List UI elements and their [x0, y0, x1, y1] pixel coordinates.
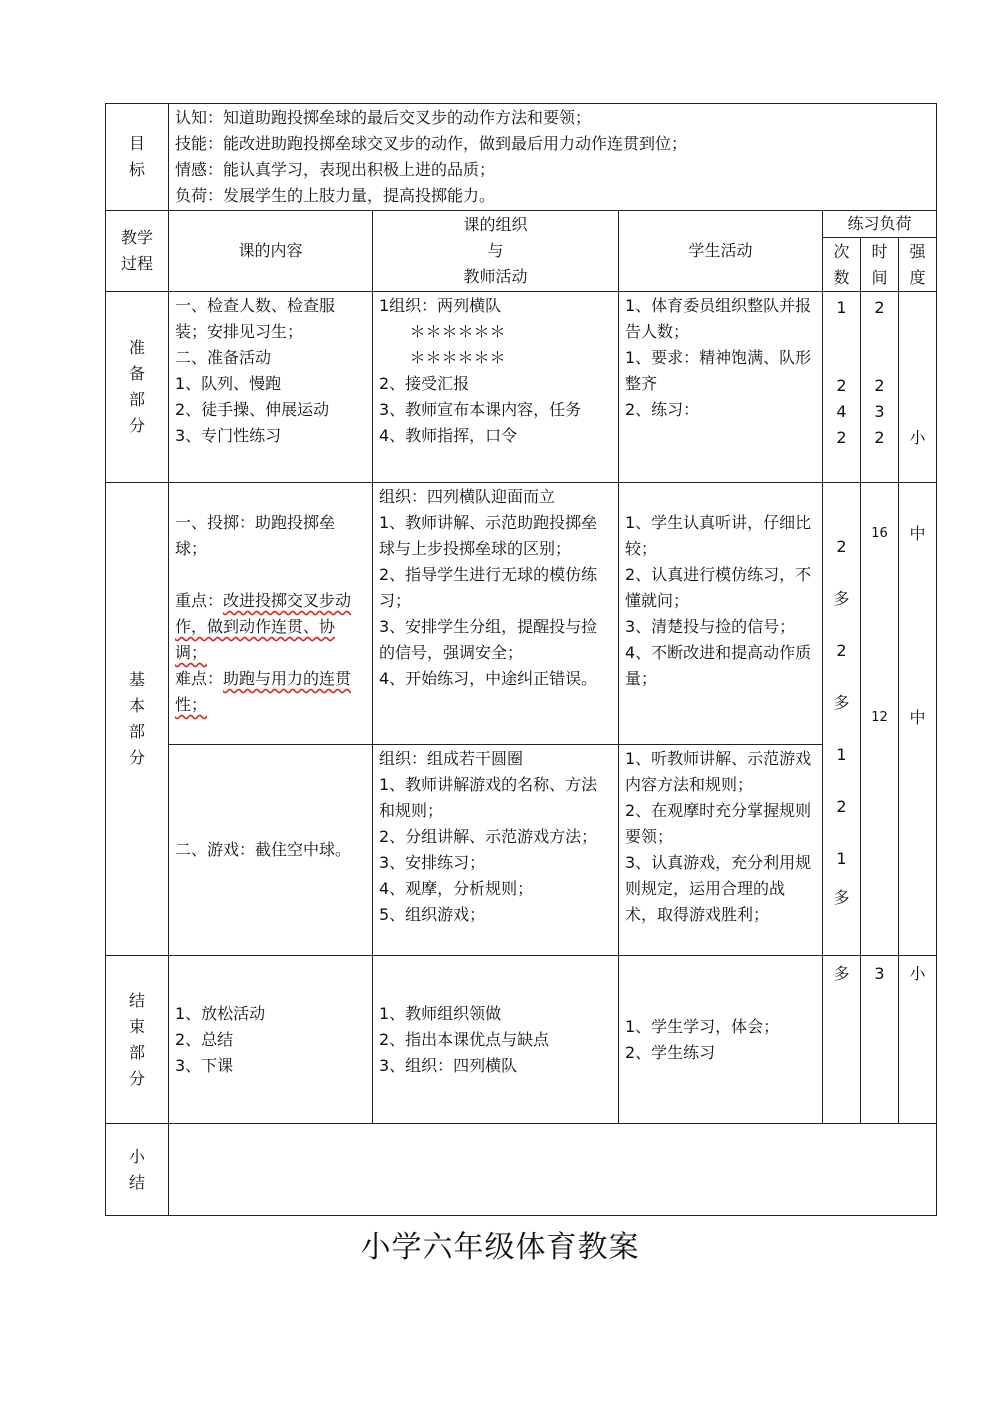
end-time: 3 [861, 956, 899, 1124]
prep-content: 一、检查人数、检查服装；安排见习生； 二、准备活动 1、队列、慢跑 2、徒手操、伸展运动 3、专门性练习 [169, 292, 373, 483]
prep-intensity: 小 [899, 292, 937, 483]
basic-intensity: 中 中 [899, 483, 937, 956]
prep-time: 2 2 3 2 [861, 292, 899, 483]
basic-stage: 基 本 部 分 [106, 483, 169, 956]
prep-count: 1 2 4 2 [823, 292, 861, 483]
page-title: 小学六年级体育教案 [360, 1230, 640, 1265]
objectives-cell [169, 104, 937, 211]
difficulty-text: 助跑与用力的连贯性； [175, 669, 352, 714]
basic-time: 16 12 [861, 483, 899, 956]
prep-stage: 准 备 部 分 [106, 292, 169, 483]
basic-student-throw: 1、学生认真听讲，仔细比较； 2、认真进行模仿练习，不懂就问； 3、清楚投与捡的信号； 4、不断改进和提高动作质量； [619, 483, 823, 745]
end-stage: 结 束 部 分 [106, 956, 169, 1124]
basic-count: 2 多 2 多 1 2 1 多 [823, 483, 861, 956]
end-organization: 1、教师组织领做 2、指出本课优点与缺点 3、组织：四列横队 [373, 956, 619, 1124]
header-load: 练习负荷 [823, 211, 937, 238]
end-content: 1、放松活动 2、总结 3、下课 [169, 956, 373, 1124]
header-time: 时 间 [861, 238, 899, 292]
prep-organization: 1组织：两列横队 ＊＊＊＊＊＊ ＊＊＊＊＊＊ 2、接受汇报 3、教师宣布本课内容，任务 4、教师指挥，口令 [373, 292, 619, 483]
basic-student-game: 1、听教师讲解、示范游戏内容方法和规则； 2、在观摩时充分掌握规则要领； 3、认真游戏，充分利用规则规定，运用合理的战术，取得游戏胜利； [619, 745, 823, 956]
objectives-label: 目 标 [106, 104, 169, 211]
objective-emotion: 情感：能认真学习，表现出积极上进的品质； [175, 160, 496, 179]
header-process: 教学 过程 [106, 211, 169, 292]
basic-content-throw: 一、投掷：助跑投掷垒球； 重点：改进投掷交叉步动作，做到动作连贯、协调； 难点：助跑与用力的连贯性； [169, 483, 373, 745]
header-organization: 课的组织 与 教师活动 [373, 211, 619, 292]
summary-label: 小 结 [106, 1124, 169, 1216]
basic-content-game: 二、游戏：截住空中球。 [169, 745, 373, 956]
header-student: 学生活动 [619, 211, 823, 292]
header-content: 课的内容 [169, 211, 373, 292]
objective-skill: 技能：能改进助跑投掷垒球交叉步的动作，做到最后用力动作连贯到位； [175, 134, 688, 153]
summary-text [169, 1124, 937, 1216]
end-count: 多 [823, 956, 861, 1124]
end-student: 1、学生学习，体会； 2、学生练习 [619, 956, 823, 1124]
basic-organization-throw: 组织：四列横队迎面而立 1、教师讲解、示范助跑投掷垒球与上步投掷垒球的区别； 2、指导学生进行无球的模仿练习； 3、安排学生分组，提醒投与捡的信号，强调安全； 4、开始练习，中途纠正错误。 [373, 483, 619, 745]
objective-load: 负荷：发展学生的上肢力量，提高投掷能力。 [175, 186, 496, 205]
basic-organization-game: 组织：组成若干圆圈 1、教师讲解游戏的名称、方法和规则； 2、分组讲解、示范游戏方法； 3、安排练习； 4、观摩，分析规则； 5、组织游戏； [373, 745, 619, 956]
header-intensity: 强 度 [899, 238, 937, 292]
end-intensity: 小 [899, 956, 937, 1124]
header-count: 次 数 [823, 238, 861, 292]
lesson-plan-table [105, 103, 937, 1216]
prep-student: 1、体育委员组织整队并报告人数； 1、要求：精神饱满、队形整齐 2、练习： [619, 292, 823, 483]
keypoint-text: 改进投掷交叉步动作，做到动作连贯、协调； [175, 591, 352, 662]
objective-cognition: 认知：知道助跑投掷垒球的最后交叉步的动作方法和要领； [175, 108, 592, 127]
